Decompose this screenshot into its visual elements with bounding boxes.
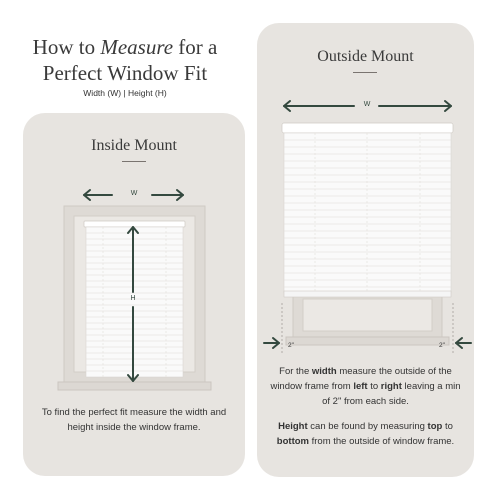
page-title bbox=[12, 34, 238, 86]
outside-p1-left: left bbox=[353, 381, 368, 392]
outside-p2-top: top bbox=[427, 421, 443, 432]
inside-window-illustration bbox=[23, 113, 245, 403]
inside-description: To find the perfect fit measure the width and height inside the window frame. bbox=[41, 407, 227, 433]
outside-p2-bottom: bottom bbox=[276, 436, 309, 447]
outside-p1-e: to bbox=[367, 381, 381, 392]
outside-p2-height: Height bbox=[278, 421, 308, 432]
title-line1-em: Measure bbox=[100, 35, 174, 59]
outside-p1-a: For the bbox=[279, 366, 312, 377]
inside-height-label: H bbox=[130, 295, 136, 302]
outside-margin-left-label: 2" bbox=[288, 342, 294, 349]
inside-width-label: W bbox=[130, 190, 138, 197]
outside-p1-right: right bbox=[380, 381, 402, 392]
measurement-legend: Width (W) | Height (H) bbox=[83, 88, 167, 98]
title-line1-pre: How to bbox=[32, 35, 101, 59]
outside-p2-f: from the outside of window frame. bbox=[308, 436, 455, 447]
outside-height-description bbox=[267, 419, 464, 449]
title-line1-post: for a bbox=[173, 35, 218, 59]
title-line2: Perfect Window Fit bbox=[42, 61, 208, 85]
outside-p1-g: leaving a min of 2" from each side. bbox=[322, 381, 461, 407]
outside-mount-title: Outside Mount bbox=[317, 48, 414, 65]
outside-width-description bbox=[267, 364, 464, 409]
outside-width-label: W bbox=[363, 101, 371, 108]
outside-p2-b: can be found by measuring bbox=[307, 421, 428, 432]
outside-margin-right-label: 2" bbox=[439, 342, 445, 349]
inside-mount-panel bbox=[23, 113, 245, 476]
outside-p1-c: measure the outside of the window frame from bbox=[270, 366, 452, 392]
outside-p2-d: to bbox=[442, 421, 453, 432]
inside-mount-title: Inside Mount bbox=[91, 137, 177, 154]
outside-p1-width: width bbox=[311, 366, 337, 377]
outside-mount-panel bbox=[257, 23, 474, 477]
outside-window-illustration bbox=[257, 23, 474, 363]
